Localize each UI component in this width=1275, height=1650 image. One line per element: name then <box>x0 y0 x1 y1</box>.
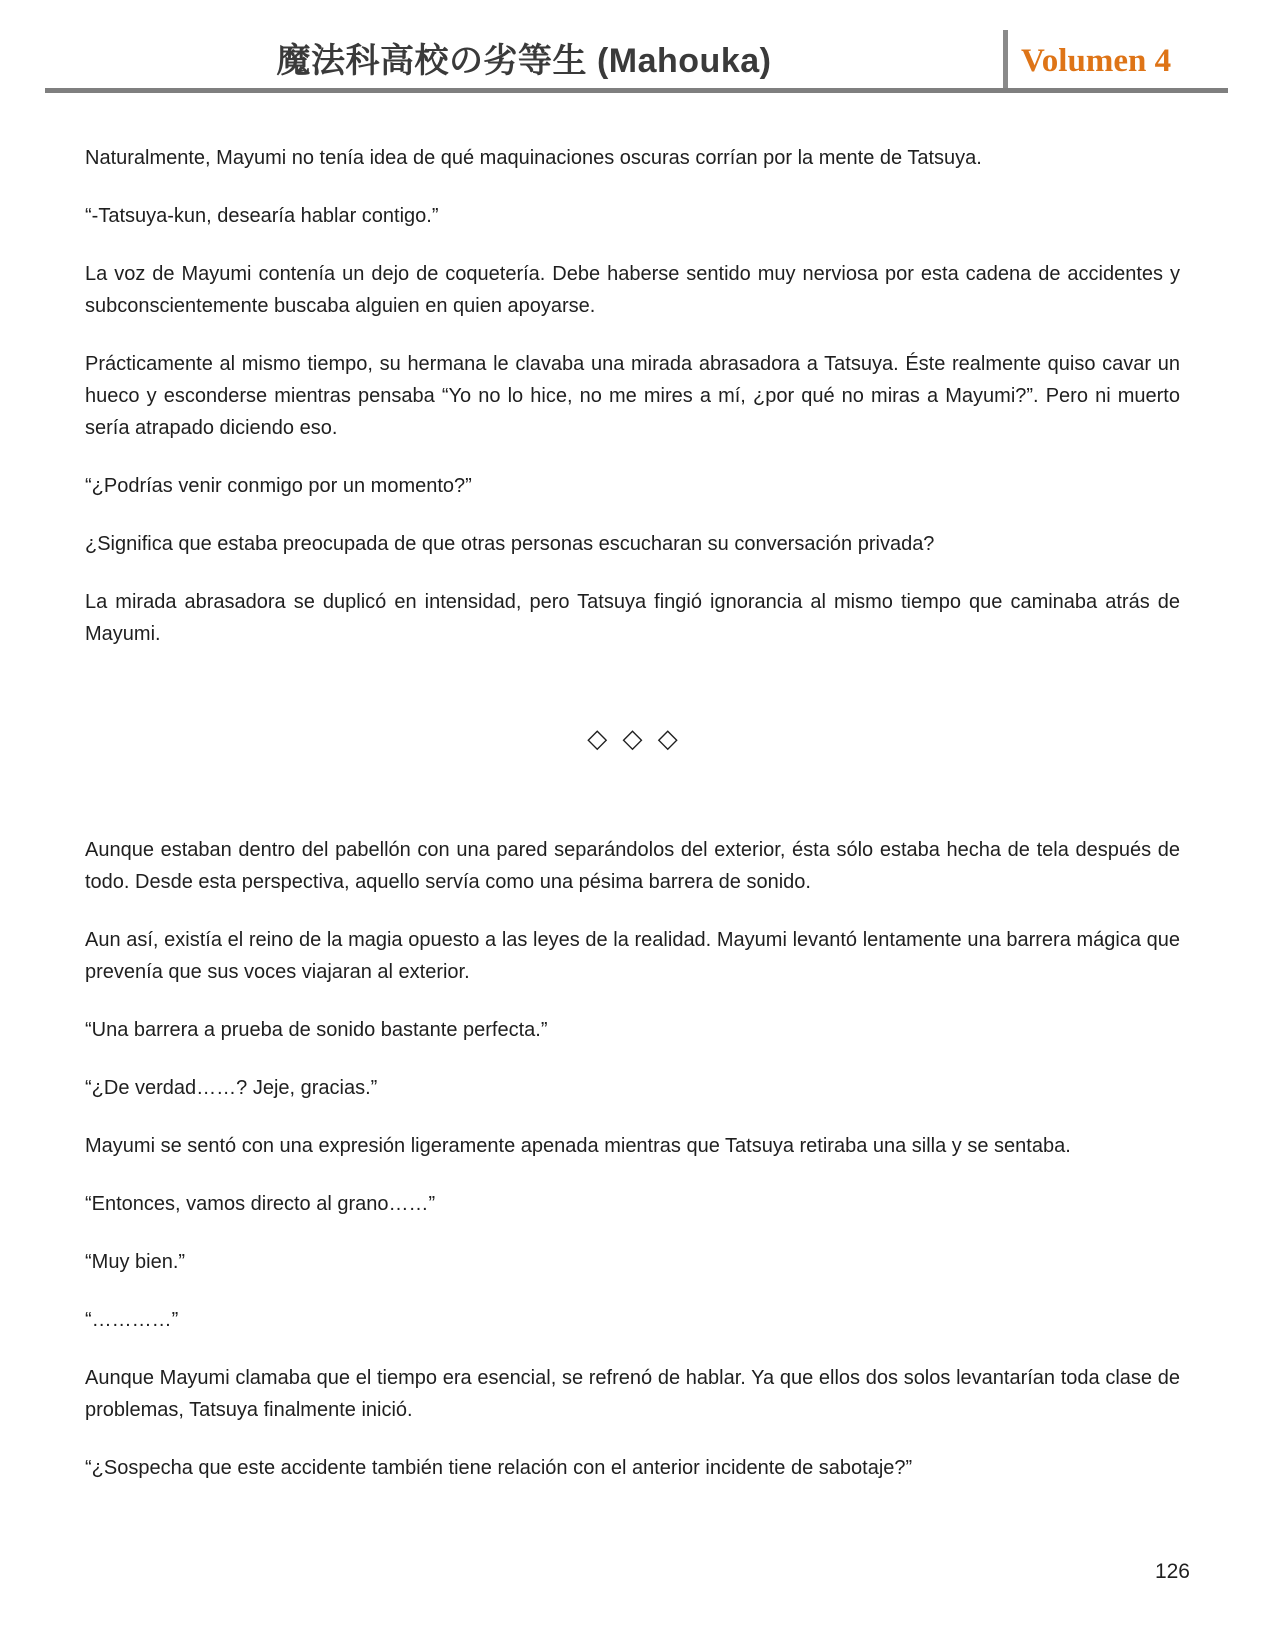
paragraph: La mirada abrasadora se duplicó en intensidad, pero Tatsuya fingió ignorancia al mismo tiempo que caminaba atrás de Mayumi. <box>85 591 1180 645</box>
page-header <box>45 0 1228 93</box>
volume-label: Volumen 4 <box>1021 43 1172 79</box>
page-number: 126 <box>1154 1560 1190 1583</box>
paragraph: “¿De verdad……? Jeje, gracias.” <box>85 1077 378 1099</box>
paragraph: “¿Sospecha que este accidente también tiene relación con el anterior incidente de sabotaje?” <box>85 1457 913 1479</box>
header-title-area <box>45 33 1003 88</box>
paragraph: Prácticamente al mismo tiempo, su hermana le clavaba una mirada abrasadora a Tatsuya. Éste realmente quiso cavar un hueco y esconderse mientras pensaba “Yo no lo hice, no me mires a mí, ¿por qué no miras a Mayumi?”. Pero ni muerto sería atrapado diciendo eso. <box>85 353 1180 439</box>
paragraph: “Una barrera a prueba de sonido bastante perfecta.” <box>85 1019 548 1041</box>
paragraph: Aun así, existía el reino de la magia opuesto a las leyes de la realidad. Mayumi levantó lentamente una barrera mágica que prevenía que sus voces viajaran al exterior. <box>85 929 1180 983</box>
paragraph: “Muy bien.” <box>85 1251 186 1273</box>
paragraph: “Entonces, vamos directo al grano……” <box>85 1193 436 1215</box>
paragraph: “¿Podrías venir conmigo por un momento?” <box>85 475 472 497</box>
body-text <box>85 93 1180 1510</box>
scene-divider-diamonds: ◇ ◇ ◇ <box>587 723 678 753</box>
paragraph: “-Tatsuya-kun, desearía hablar contigo.” <box>85 205 439 227</box>
paragraph: ¿Significa que estaba preocupada de que otras personas escucharan su conversación privada? <box>85 533 935 555</box>
page-title: 魔法科高校の劣等生 (Mahouka) <box>276 42 772 80</box>
paragraph: “…………” <box>85 1309 179 1331</box>
paragraph: La voz de Mayumi contenía un dejo de coquetería. Debe haberse sentido muy nerviosa por esta cadena de accidentes y subconscientemente buscaba alguien en quien apoyarse. <box>85 263 1180 317</box>
paragraph: Naturalmente, Mayumi no tenía idea de qué maquinaciones oscuras corrían por la mente de Tatsuya. <box>85 147 982 169</box>
header-volume-area <box>1008 43 1228 88</box>
paragraph: Mayumi se sentó con una expresión ligeramente apenada mientras que Tatsuya retiraba una silla y se sentaba. <box>85 1135 1071 1157</box>
paragraph: Aunque Mayumi clamaba que el tiempo era esencial, se refrenó de hablar. Ya que ellos dos solos levantarían toda clase de problemas, Tatsuya finalmente inició. <box>85 1367 1180 1421</box>
paragraph: Aunque estaban dentro del pabellón con una pared separándolos del exterior, ésta sólo estaba hecha de tela después de todo. Desde esta perspectiva, aquello servía como una pésima barrera de sonido. <box>85 839 1180 893</box>
